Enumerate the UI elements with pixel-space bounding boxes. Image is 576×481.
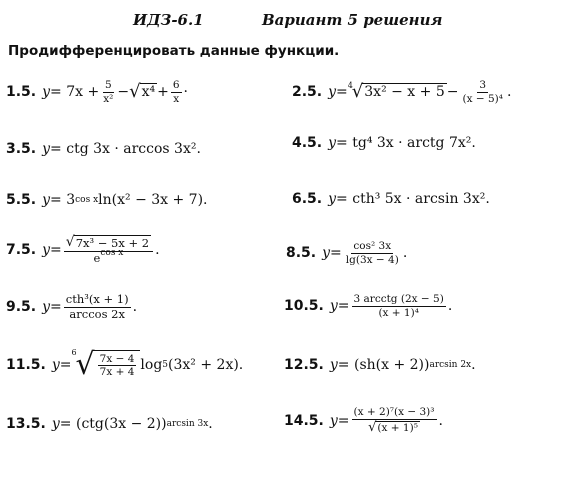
expr: . [438,412,443,429]
denominator: (x − 5)⁴ [462,92,503,105]
problem-1-5 [6,80,188,104]
problem-number: 1.5. [6,84,37,100]
denominator: lg(3x − 4) [345,253,399,266]
var-y: y [328,84,337,100]
expr: (3x² + 2x). [168,357,244,373]
expr: = (sh(x + 2)) [337,357,430,373]
problem-11-5: 11.5. y = 6 √ $\frac{7x - 4}{7x + 4}$ log 5 (3x² + 2x). [6,347,244,382]
expr: = tg⁴ 3x · arctg 7x². [336,135,476,151]
var-y: y [42,84,51,100]
denominator: arccos 2x [69,306,125,321]
numerator: (x + 2)⁷(x − 3)³ [353,406,435,418]
var-y: y [328,191,337,207]
problem-number: 4.5. [292,135,323,151]
expr: . [132,299,138,315]
expr: . [447,298,453,314]
problem-9-5 [6,294,137,320]
doc-code: ИДЗ-6.1 [133,11,204,29]
numerator: 3 [479,79,487,91]
problem-number: 3.5. [6,141,37,157]
var-y: y [51,357,60,373]
radical: 4 √ 3x² − x + 5 [347,80,445,102]
expr: . [471,357,476,373]
numerator: cos² 3x [353,240,392,252]
expr: . [506,84,512,100]
problem-13-5: 13.5. y = (ctg(3x − 2)) arcsin 3x . [6,416,213,432]
expr: − [117,84,130,100]
problem-number: 10.5. [284,298,324,314]
denominator: 7x + 4 [99,366,135,378]
expr: + [157,84,169,100]
numerator: cth³(x + 1) [65,292,129,306]
var-y: y [322,245,331,261]
radical: 6 √ $\frac{7x - 4}{7x + 4}$ [72,350,141,380]
problem-number: 6.5. [292,191,323,207]
expr: = (ctg(3x − 2)) [59,416,167,432]
expr: log [140,357,163,373]
problem-2-5 [292,80,511,104]
root-index: 4 [347,80,353,90]
problem-4-5 [292,135,476,151]
radical: √ (x + 1)⁵ [368,419,418,435]
problem-7-5 [6,235,160,265]
radicand: (x + 1)⁵ [377,421,418,434]
expr: = [50,241,62,258]
problem-14-5 [284,407,443,435]
exponent: cos x [100,248,124,259]
var-y: y [329,412,338,429]
denominator: x [173,92,180,105]
var-y: y [42,299,51,315]
problem-5-5: 5.5. y = 3 cos x ln(x² − 3x + 7). [6,192,208,208]
expr: = [59,357,72,373]
radicand: x⁴ [141,83,156,100]
expr: . [208,416,213,432]
problem-number: 2.5. [292,84,323,100]
problem-8-5 [286,241,407,265]
var-y: y [329,357,338,373]
denominator: (x + 1)⁴ [378,306,419,319]
problem-10-5 [284,294,452,318]
radical: √ x⁴ [129,80,156,102]
problem-number: 5.5. [6,192,37,208]
denominator: x² [103,92,114,105]
problem-number: 9.5. [6,299,37,315]
var-y: y [42,241,51,258]
expr: · [183,84,188,100]
expr: − [446,84,459,100]
problem-number: 8.5. [286,245,317,261]
radicand: 7x³ − 5x + 2 [75,236,150,250]
numerator: 7x − 4 [99,352,135,365]
var-y: y [329,298,338,314]
instruction: Продифференцировать данные функции. [8,43,340,59]
problem-3-5 [6,141,201,157]
expr: = [336,84,348,100]
expr: . [155,241,160,258]
root-index: 6 [71,348,77,357]
expr: = ctg 3x · arccos 3x². [50,141,201,157]
expr: = cth³ 5x · arcsin 3x². [336,191,490,207]
var-y: y [328,135,337,151]
variant-title: Вариант 5 решения [262,11,443,29]
problem-12-5: 12.5. y = (sh(x + 2)) arcsin 2x . [284,357,476,373]
problem-6-5 [292,191,490,207]
radical: √ 7x³ − 5x + 2 [65,234,150,250]
problem-number: 7.5. [6,241,37,258]
expr: ln(x² − 3x + 7). [98,192,208,208]
problem-number: 13.5. [6,416,46,432]
expr: = [50,299,62,315]
expr: = [330,245,342,261]
problem-number: 12.5. [284,357,324,373]
expr: = [337,298,350,314]
numerator: 3 arcctg (2x − 5) [353,293,444,305]
var-y: y [42,192,51,208]
radicand: 3x² − x + 5 [364,83,445,100]
problem-number: 14.5. [284,412,324,429]
denominator: e [93,251,101,266]
expr: = [337,412,350,429]
expr: . [402,245,408,261]
expr: = 7x + [50,84,100,100]
numerator: 5 [104,79,112,91]
problem-number: 11.5. [6,357,46,373]
var-y: y [51,416,60,432]
numerator: 6 [172,79,180,91]
expr: = 3 [50,192,76,208]
var-y: y [42,141,51,157]
